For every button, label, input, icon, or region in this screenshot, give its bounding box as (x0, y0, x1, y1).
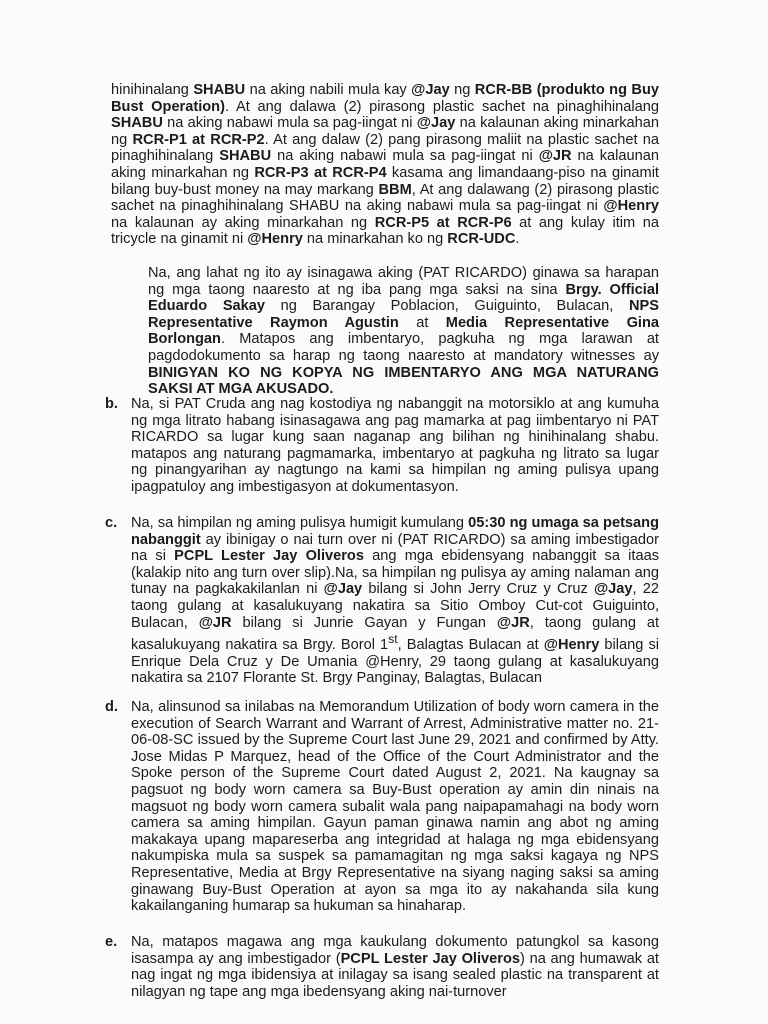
paragraph-na: Na, ang lahat ng ito ay isinagawa aking (PAT RICARDO) ginawa sa harapan ng mga taong naaresto at ng iba pang mga saksi na sina Brgy. Official Eduardo Sakay ng Barangay Poblacion, Guiguinto, Bulacan, NPS Representative Raymon Agustin at Media Representative Gina Borlongan. Matapos ang imbentaryo, pagkuha ng mga larawan at pagdodokumento sa harap ng taong naaresto at mandatory witnesses ay BINIGYAN KO NG KOPYA NG IMBENTARYO ANG MGA NATURANG SAKSI AT MGA AKUSADO. (148, 265, 660, 398)
item-marker-c: c. (105, 515, 118, 531)
paragraph-item-e: Na, matapos magawa ang mga kaukulang dokumento patungkol sa kasong isasampa ay ang imbestigador (PCPL Lester Jay Oliveros) na ang humawak at nag ingat ng mga ibidensiya at inilagay sa isang sealed plastic na transparent at nilagyan ng tape ang mga ibedensyang aking nai-turnover (131, 934, 659, 1000)
paragraph-item-b: Na, si PAT Cruda ang nag kostodiya ng nabanggit na motorsiklo at ang kumuha ng mga litrato habang isinasagawa ang pag mamarka at pag iimbentaryo ni PAT RICARDO sa lugar kung saan naganap ang bilihan ng hinihinalang shabu. matapos ang naturang pagmamarka, imbentaryo at pagkuha ng litrato sa lugar ng pinangyarihan ay nagtungo na kami sa himpilan ng aming pulisya upang ipagpatuloy ang imbestigasyon at dokumentasyon. (131, 396, 659, 495)
paragraph-item-d: Na, alinsunod sa inilabas na Memorandum Utilization of body worn camera in the execution of Search Warrant and Warrant of Arrest, Administrative matter no. 21-06-08-SC issued by the Supreme Court last June 29, 2021 and confirmed by Atty. Jose Midas P Marquez, head of the Office of the Court Administrator and the Spoke person of the Supreme Court dated August 2, 2021. Na kaugnay sa pagsuot ng body worn camera sa Buy-Bust operation ay amin din ninais na magsuot ng body worn camera subalit wala pang naipapamahagi na body worn camera sa aming himpilan. Gayun paman ginawa namin ang abot ng aming makakaya upang mapareserba ang integridad at halaga ng mga ebidensyang nakumpiska mula sa suspek sa pamamagitan ng mga saksi kagaya ng NPS Representative, Media at Brgy Representative na siyang naging saksi sa aming ginawang Buy-Bust Operation at ayon sa mga ito ay nakahanda sila kung kakailanganing humarap sa hukuman sa hinaharap. (131, 699, 659, 915)
item-marker-d: d. (105, 699, 118, 715)
paragraph-item-c: Na, sa himpilan ng aming pulisya humigit kumulang 05:30 ng umaga sa petsang nabanggit ay ibinigay o nai turn over ni (PAT RICARDO) sa aming imbestigador na si PCPL Lester Jay Oliveros ang mga ebidensyang nabanggit sa itaas (kalakip nito ang turn over slip).Na, sa himpilan ng pulisya ay aming nalaman ang tunay na pagkakakilanlan ni @Jay bilang si John Jerry Cruz y Cruz @Jay, 22 taong gulang at kasalukuyang nakatira sa Sitio Omboy Cut-cot Guiguinto, Bulacan, @JR bilang si Junrie Gayan y Fungan @JR, taong gulang at kasalukuyang nakatira sa Brgy. Borol 1st, Balagtas Bulacan at @Henry bilang si Enrique Dela Cruz y De Umania @Henry, 29 taong gulang at kasalukuyang nakatira sa 2107 Florante St. Brgy Panginay, Balagtas, Bulacan (131, 515, 659, 687)
item-marker-e: e. (105, 934, 118, 950)
item-marker-b: b. (105, 396, 118, 412)
paragraph-intro: hinihinalang SHABU na aking nabili mula kay @Jay ng RCR-BB (produkto ng Buy Bust Operation). At ang dalawa (2) pirasong plastic sachet na pinaghihinalang SHABU na aking nabawi mula sa pag-iingat ni @Jay na kalaunan aking minarkahan ng RCR-P1 at RCR-P2. At ang dalaw (2) pang pirasong maliit na plastic sachet na pinaghihinalang SHABU na aking nabawi mula sa pag-iingat ni @JR na kalaunan aking minarkahan ng RCR-P3 at RCR-P4 kasama ang limandaang-piso na ginamit bilang buy-bust money na may markang BBM, At ang dalawang (2) pirasong plastic sachet na pinaghihinalang SHABU na aking nabawi mula sa pag-iingat ni @Henry na kalaunan ay aking minarkahan ng RCR-P5 at RCR-P6 at ang kulay itim na tricycle na ginamit ni @Henry na minarkahan ko ng RCR-UDC. (111, 82, 659, 248)
